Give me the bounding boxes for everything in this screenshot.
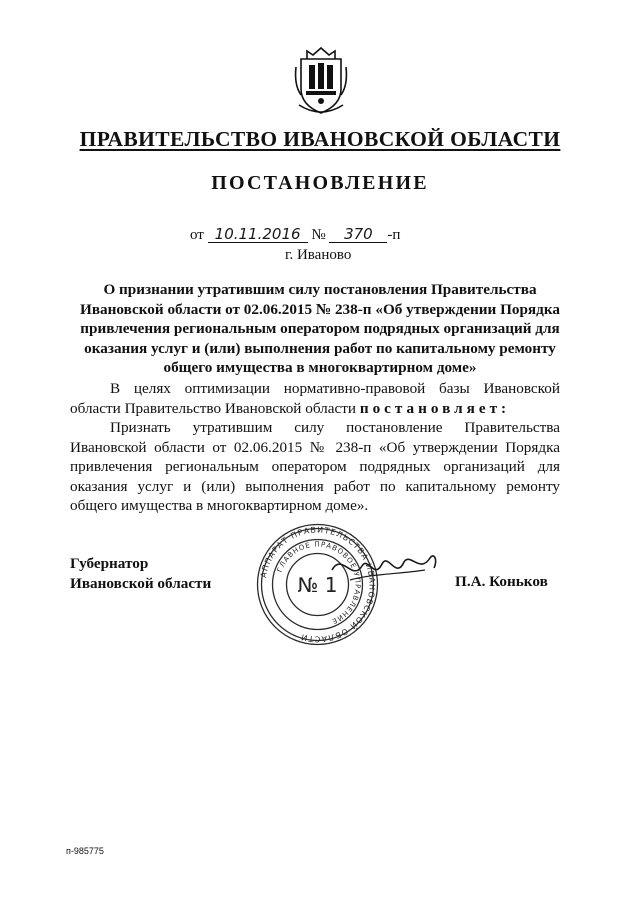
preamble-text: В целях оптимизации нормативно-правовой базы Ивановской области Правительство Ивановской области — [70, 380, 560, 417]
document-subject: О признании утратившим силу постановления Правительства Ивановской области от 02.06.2015 № 238-п «Об утверждении Порядка привлечения региональным оператором подрядных организаций для оказания услуг и (или) выполнения работ по капитальному ремонту общего имущества в многоквартирном доме» — [80, 281, 560, 377]
handwritten-signature — [330, 540, 440, 610]
number-suffix: -п — [387, 227, 401, 243]
decision-text: Признать утратившим силу постановление Правительства Ивановской области от 02.06.2015 № 238-п «Об утверждении Порядка привлечения региональным оператором подрядных организаций для оказания услуг и (или) выполнения работ по капитальному ремонту общего имущества в многоквартирном доме». — [70, 419, 560, 515]
date-prefix: от — [190, 227, 204, 243]
organization-title: ПРАВИТЕЛЬСТВО ИВАНОВСКОЙ ОБЛАСТИ — [79, 127, 561, 151]
decision-paragraph — [70, 418, 560, 516]
governor-name: П.А. Коньков — [455, 573, 548, 590]
governor-title-line2: Ивановской области — [70, 575, 212, 592]
date-value: 10.11.2016 — [208, 227, 308, 243]
governor-title — [70, 554, 211, 594]
number-prefix: № — [311, 227, 326, 243]
footer-code: п-985775 — [66, 846, 104, 856]
stamp-number: № 1 — [297, 573, 338, 597]
document-type-heading: ПОСТАНОВЛЕНИЕ — [211, 172, 429, 194]
coat-of-arms-icon — [293, 45, 349, 117]
preamble-paragraph — [70, 379, 560, 418]
document-number: 370 — [329, 227, 387, 243]
stamp-inner-text: ГЛАВНОЕ ПРАВОВОЕ УПРАВЛЕНИЕ — [275, 540, 362, 626]
stamp-outer-text: АППАРАТ ПРАВИТЕЛЬСТВА ИВАНОВСКОЙ ОБЛАСТИ — [258, 525, 377, 644]
resolve-word: постановляет: — [359, 399, 511, 417]
date-number-line — [190, 227, 460, 244]
governor-title-line1: Губернатор — [70, 555, 149, 572]
city-line: г. Иваново — [285, 247, 352, 263]
